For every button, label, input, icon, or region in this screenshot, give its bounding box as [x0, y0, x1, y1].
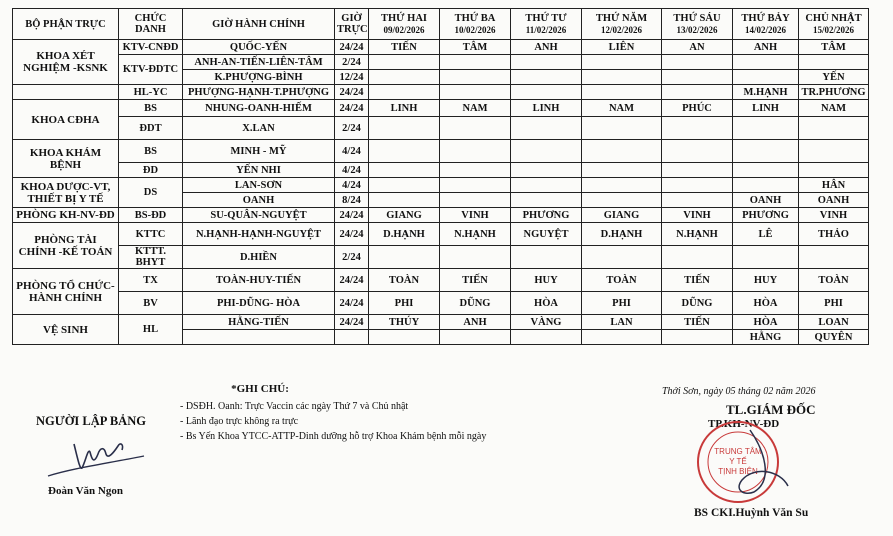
duty-cell: PHÚC [662, 100, 733, 117]
day-name: THỨ TƯ [525, 12, 567, 24]
role-cell: KTV-ĐDTC [119, 55, 183, 85]
day-date: 15/02/2026 [812, 24, 854, 35]
duty-cell: VÀNG [511, 315, 582, 330]
department-cell: KHOA CĐHA [13, 100, 119, 140]
duty-cell [662, 193, 733, 208]
duty-cell [733, 55, 799, 70]
header-dept: BỘ PHẬN TRỰC [13, 9, 119, 40]
duty-cell [440, 140, 511, 163]
day-date: 09/02/2026 [383, 24, 425, 35]
duty-cell: LINH [369, 100, 440, 117]
duty-cell [369, 140, 440, 163]
staff-cell: LAN-SƠN [183, 178, 335, 193]
role-cell: KTV-CNĐD [119, 40, 183, 55]
role-cell: BS [119, 100, 183, 117]
department-cell: KHOA DƯỢC-VT, THIẾT BỊ Y TẾ [13, 178, 119, 208]
duty-cell: TOÀN [582, 269, 662, 292]
header-day [582, 9, 662, 40]
duty-cell: GIANG [582, 208, 662, 223]
staff-cell: NHUNG-OANH-HIẾM [183, 100, 335, 117]
note-item: - Lãnh đạo trực không ra trực [180, 416, 299, 427]
official-stamp [684, 410, 804, 510]
day-date: 12/02/2026 [600, 24, 642, 35]
duty-cell [582, 140, 662, 163]
duty-cell: PHƯƠNG [511, 208, 582, 223]
duty-cell: OANH [733, 193, 799, 208]
day-date: 14/02/2026 [744, 24, 786, 35]
hours-cell: 12/24 [335, 70, 369, 85]
duty-cell [733, 70, 799, 85]
duty-cell [733, 246, 799, 269]
hours-cell: 4/24 [335, 178, 369, 193]
hours-cell: 24/24 [335, 292, 369, 315]
duty-cell [662, 178, 733, 193]
duty-cell [733, 140, 799, 163]
duty-cell [511, 178, 582, 193]
duty-cell: TIẾN [440, 269, 511, 292]
schedule-table [12, 8, 869, 345]
duty-cell [440, 70, 511, 85]
duty-cell: LINH [511, 100, 582, 117]
duty-cell [369, 193, 440, 208]
duty-cell [369, 70, 440, 85]
duty-cell [511, 193, 582, 208]
duty-cell [582, 70, 662, 85]
duty-cell [799, 117, 869, 140]
table-row [13, 85, 869, 100]
table-row [13, 55, 869, 70]
department-cell: PHÒNG TỔ CHỨC-HÀNH CHÍNH [13, 269, 119, 315]
hours-cell: 8/24 [335, 193, 369, 208]
staff-cell: HẰNG-TIẾN [183, 315, 335, 330]
duty-cell: DŨNG [662, 292, 733, 315]
duty-cell [799, 246, 869, 269]
staff-cell: K.PHƯỢNG-BÌNH [183, 70, 335, 85]
duty-cell [369, 178, 440, 193]
table-row [13, 269, 869, 292]
duty-cell [799, 163, 869, 178]
hours-cell: 24/24 [335, 223, 369, 246]
header-day [662, 9, 733, 40]
role-cell: HL-YC [119, 85, 183, 100]
svg-text:TỊNH BIÊN: TỊNH BIÊN [718, 467, 758, 476]
duty-cell: OANH [799, 193, 869, 208]
duty-cell: NAM [582, 100, 662, 117]
staff-cell: N.HẠNH-HẠNH-NGUYỆT [183, 223, 335, 246]
duty-cell: GIANG [369, 208, 440, 223]
role-cell: KTTC [119, 223, 183, 246]
duty-cell: TIẾN [662, 269, 733, 292]
duty-cell: TIẾN [662, 315, 733, 330]
day-name: THỨ SÁU [673, 12, 721, 24]
staff-cell: TOÀN-HUY-TIẾN [183, 269, 335, 292]
duty-cell [440, 246, 511, 269]
table-row [13, 100, 869, 117]
header-role: CHỨC DANH [119, 9, 183, 40]
staff-cell: D.HIỀN [183, 246, 335, 269]
header-day [733, 9, 799, 40]
duty-cell: THẢO [799, 223, 869, 246]
role-cell: BS-ĐD [119, 208, 183, 223]
notes-title: *GHI CHÚ: [231, 383, 289, 395]
svg-text:TRUNG TÂM: TRUNG TÂM [714, 447, 762, 456]
staff-cell: PHI-DŨNG- HÒA [183, 292, 335, 315]
role-cell: TX [119, 269, 183, 292]
duty-cell: ANH [440, 315, 511, 330]
duty-cell [440, 85, 511, 100]
duty-cell [440, 117, 511, 140]
duty-cell [511, 117, 582, 140]
department-cell: VỆ SINH [13, 315, 119, 345]
hours-cell: 4/24 [335, 163, 369, 178]
duty-cell [440, 193, 511, 208]
duty-cell: PHI [369, 292, 440, 315]
duty-cell [369, 85, 440, 100]
duty-cell [511, 140, 582, 163]
duty-cell: ANH [733, 40, 799, 55]
duty-cell: TÂM [440, 40, 511, 55]
duty-cell [511, 85, 582, 100]
duty-cell: HÒA [511, 292, 582, 315]
hours-cell: 2/24 [335, 117, 369, 140]
duty-cell [662, 140, 733, 163]
duty-cell: NAM [799, 100, 869, 117]
duty-cell: VINH [440, 208, 511, 223]
staff-cell: OANH [183, 193, 335, 208]
header-day [511, 9, 582, 40]
duty-cell [733, 178, 799, 193]
duty-cell [440, 55, 511, 70]
duty-cell [733, 117, 799, 140]
duty-cell [511, 330, 582, 345]
duty-cell: HÂN [799, 178, 869, 193]
duty-cell: TÂM [799, 40, 869, 55]
day-name: THỨ BẢY [741, 12, 790, 24]
duty-cell [662, 85, 733, 100]
duty-cell: HẰNG [733, 330, 799, 345]
role-cell: ĐD [119, 163, 183, 178]
duty-cell [369, 117, 440, 140]
role-cell: BS [119, 140, 183, 163]
duty-cell: HÒA [733, 315, 799, 330]
duty-cell: D.HẠNH [369, 223, 440, 246]
duty-cell: LÊ [733, 223, 799, 246]
table-row [13, 208, 869, 223]
table-row [13, 246, 869, 269]
duty-cell [511, 55, 582, 70]
duty-cell [511, 246, 582, 269]
duty-cell [511, 70, 582, 85]
duty-cell: HÒA [733, 292, 799, 315]
department-cell: KHOA KHÁM BỆNH [13, 140, 119, 178]
table-row [13, 117, 869, 140]
preparer-name: Đoàn Văn Ngon [48, 485, 123, 497]
staff-cell [183, 330, 335, 345]
duty-cell [582, 178, 662, 193]
duty-cell: TR.PHƯƠNG [799, 85, 869, 100]
hours-cell: 24/24 [335, 315, 369, 330]
table-row [13, 223, 869, 246]
hours-cell: 24/24 [335, 100, 369, 117]
duty-cell: NAM [440, 100, 511, 117]
approver-name: BS CKI.Huỳnh Văn Su [694, 507, 809, 519]
duty-cell [369, 246, 440, 269]
duty-cell: LOAN [799, 315, 869, 330]
role-cell: BV [119, 292, 183, 315]
duty-cell [662, 55, 733, 70]
table-row [13, 292, 869, 315]
duty-cell: NGUYỆT [511, 223, 582, 246]
duty-cell [662, 117, 733, 140]
duty-cell: D.HẠNH [582, 223, 662, 246]
duty-cell: PHI [799, 292, 869, 315]
table-row [13, 163, 869, 178]
duty-cell: M.HẠNH [733, 85, 799, 100]
hours-cell: 4/24 [335, 140, 369, 163]
table-row [13, 140, 869, 163]
duty-cell: THÚY [369, 315, 440, 330]
note-item: - Bs Yến Khoa YTCC-ATTP-Dinh dưỡng hỗ trợ Khoa Khám bệnh mỗi ngày [180, 431, 487, 442]
duty-cell [369, 55, 440, 70]
duty-cell: LIÊN [582, 40, 662, 55]
director-title: TL.GIÁM ĐỐC [726, 402, 816, 417]
header-staff: GIỜ HÀNH CHÍNH [183, 9, 335, 40]
hours-cell: 24/24 [335, 269, 369, 292]
hours-cell: 24/24 [335, 40, 369, 55]
role-cell: HL [119, 315, 183, 345]
director-subtitle: TP.KH-NV-ĐD [708, 418, 780, 430]
day-name: THỨ HAI [381, 12, 427, 24]
day-name: CHỦ NHẬT [805, 12, 862, 24]
duty-cell: VINH [799, 208, 869, 223]
duty-cell [662, 163, 733, 178]
duty-cell [440, 330, 511, 345]
role-cell: DS [119, 178, 183, 208]
header-day [440, 9, 511, 40]
duty-cell [369, 330, 440, 345]
header-row [13, 9, 869, 40]
table-row [13, 315, 869, 330]
duty-cell: YẾN [799, 70, 869, 85]
duty-cell [799, 55, 869, 70]
date-line: Thới Sơn, ngày 05 tháng 02 năm 2026 [662, 386, 816, 397]
header-day [799, 9, 869, 40]
hours-cell: 24/24 [335, 85, 369, 100]
duty-cell [582, 163, 662, 178]
department-cell [13, 85, 119, 100]
table-row [13, 178, 869, 193]
svg-text:Y TẾ: Y TẾ [729, 457, 747, 466]
department-cell: PHÒNG KH-NV-ĐD [13, 208, 119, 223]
department-cell: PHÒNG TÀI CHÍNH -KẾ TOÁN [13, 223, 119, 269]
duty-cell [662, 330, 733, 345]
duty-cell: VINH [662, 208, 733, 223]
duty-cell [733, 163, 799, 178]
duty-cell: LINH [733, 100, 799, 117]
duty-cell: QUYÊN [799, 330, 869, 345]
header-day [369, 9, 440, 40]
duty-cell [582, 330, 662, 345]
duty-cell [582, 55, 662, 70]
table-row [13, 40, 869, 55]
duty-cell [440, 178, 511, 193]
hours-cell: 2/24 [335, 246, 369, 269]
duty-cell [511, 163, 582, 178]
duty-cell [582, 85, 662, 100]
staff-cell: SU-QUÂN-NGUYỆT [183, 208, 335, 223]
duty-cell: LAN [582, 315, 662, 330]
duty-cell: TOÀN [369, 269, 440, 292]
role-cell: KTTT. BHYT [119, 246, 183, 269]
preparer-signature [44, 430, 154, 482]
staff-cell: QUỐC-YẾN [183, 40, 335, 55]
day-date: 10/02/2026 [454, 24, 496, 35]
duty-cell [662, 246, 733, 269]
staff-cell: PHƯỢNG-HẠNH-T.PHƯỢNG [183, 85, 335, 100]
hours-cell: 24/24 [335, 208, 369, 223]
duty-cell [369, 163, 440, 178]
hours-cell [335, 330, 369, 345]
duty-cell: HUY [733, 269, 799, 292]
staff-cell: X.LAN [183, 117, 335, 140]
staff-cell: ANH-AN-TIẾN-LIÊN-TÂM [183, 55, 335, 70]
duty-cell: PHI [582, 292, 662, 315]
duty-cell: PHƯƠNG [733, 208, 799, 223]
department-cell: KHOA XÉT NGHIỆM -KSNK [13, 40, 119, 85]
duty-cell [440, 163, 511, 178]
staff-cell: MINH - MỸ [183, 140, 335, 163]
duty-cell [582, 117, 662, 140]
duty-cell [582, 193, 662, 208]
duty-cell: ANH [511, 40, 582, 55]
duty-cell: TIẾN [369, 40, 440, 55]
duty-cell [662, 70, 733, 85]
duty-cell: TOÀN [799, 269, 869, 292]
prepared-by-label: NGƯỜI LẬP BẢNG [36, 414, 146, 428]
hours-cell: 2/24 [335, 55, 369, 70]
duty-cell [582, 246, 662, 269]
day-date: 11/02/2026 [525, 24, 567, 35]
duty-cell: N.HẠNH [440, 223, 511, 246]
duty-cell: HUY [511, 269, 582, 292]
note-item: - DSĐH. Oanh: Trực Vaccin các ngày Thứ 7 và Chủ nhật [180, 401, 409, 412]
staff-cell: YẾN NHI [183, 163, 335, 178]
duty-cell: AN [662, 40, 733, 55]
duty-cell [799, 140, 869, 163]
header-hours: GIỜ TRỰC [335, 9, 369, 40]
day-date: 13/02/2026 [676, 24, 718, 35]
duty-cell: N.HẠNH [662, 223, 733, 246]
notes [180, 382, 560, 444]
day-name: THỨ NĂM [595, 12, 648, 24]
duty-cell: DŨNG [440, 292, 511, 315]
day-name: THỨ BA [454, 12, 496, 24]
role-cell: ĐDT [119, 117, 183, 140]
